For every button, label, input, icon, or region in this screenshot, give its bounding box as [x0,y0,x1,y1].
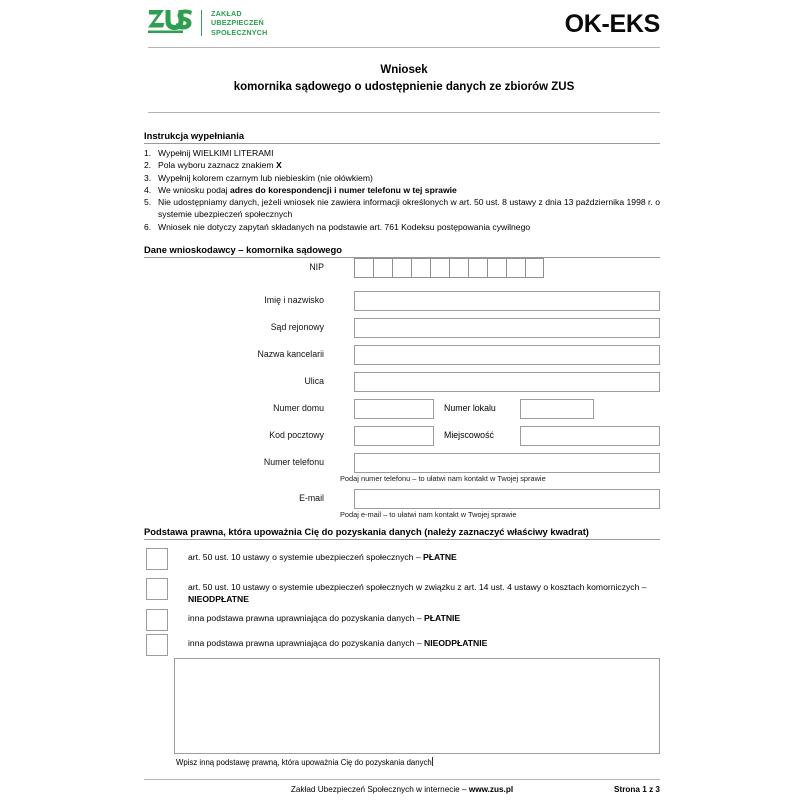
nip-cell[interactable] [411,258,430,278]
label-office: Nazwa kancelarii [257,349,324,359]
logo-divider [201,10,202,36]
name-input[interactable] [354,291,660,311]
title-line-1: Wniosek [380,64,428,76]
logo-text-line-3: SPOŁECZNYCH [211,27,268,37]
legal-option-label: inna podstawa prawna uprawniająca do pozyskania danych – NIEODPŁATNIE [188,638,488,648]
label-nip: NIP [309,262,324,272]
nip-cell[interactable] [525,258,544,278]
footer-divider [144,779,660,780]
instruction-text: Wypełnij WIELKIMI LITERAMI [158,148,274,158]
text-caret [432,757,433,766]
legal-option-checkbox[interactable] [146,634,168,656]
instructions-list [144,147,660,233]
house-no-input[interactable] [354,399,434,419]
nip-cell[interactable] [468,258,487,278]
legal-option-label: art. 50 ust. 10 ustawy o systemie ubezpieczeń społecznych w związku z art. 14 ust. 4 ustawy o kosztach komorniczych – NIEODPŁATNE [188,582,647,604]
document-title [148,62,660,96]
phone-input[interactable] [354,453,660,473]
label-postcode: Kod pocztowy [269,430,324,440]
street-input[interactable] [354,372,660,392]
label-court: Sąd rejonowy [270,322,324,332]
zus-logo-icon [148,8,194,38]
nip-input[interactable] [354,258,544,278]
field-row-office [144,345,660,365]
nip-cell[interactable] [487,258,506,278]
title-divider [148,112,660,113]
instruction-item [144,221,660,233]
label-house-no: Numer domu [273,403,324,413]
postcode-input[interactable] [354,426,434,446]
field-row-name [144,291,660,311]
other-basis-caption [176,757,660,768]
title-line-2: komornika sądowego o udostępnienie danych ze zbiorów ZUS [233,81,575,93]
court-input[interactable] [354,318,660,338]
instruction-number: 1. [144,148,152,158]
instruction-item [144,159,660,171]
instruction-item [144,196,660,220]
field-row-nip [144,258,660,278]
nip-cell[interactable] [373,258,392,278]
instruction-number: 5. [144,197,152,208]
header-divider [148,47,660,48]
field-row-street [144,372,660,392]
nip-cell[interactable] [430,258,449,278]
document-page [130,0,672,800]
zus-logo [148,8,268,38]
section-heading-applicant: Dane wnioskodawcy – komornika sądowego [144,244,660,258]
other-basis-caption-text: Wpisz inną podstawę prawną, która upoważnia Cię do pozyskania danych [176,758,432,767]
instruction-text: Nie udostępniamy danych, jeżeli wniosek nie zawiera informacji określonych w art. 50 ust. 8 ustawy z dnia 13 października 1998 r. o systemie ubezpieczeń społecznych [158,197,660,220]
instruction-item [144,172,660,184]
document-code: OK-EKS [564,10,660,38]
nip-cell[interactable] [449,258,468,278]
page-indicator: Strona 1 z 3 [614,785,660,794]
logo-text-line-1: ZAKŁAD [211,8,242,18]
instruction-text: Pola wyboru zaznacz znakiem X [158,160,282,171]
label-street: Ulica [304,376,324,386]
label-flat-no: Numer lokalu [444,403,496,413]
label-city: Miejscowość [444,430,494,440]
page-header [148,8,660,46]
nip-cell[interactable] [506,258,525,278]
email-input[interactable] [354,489,660,509]
nip-cell[interactable] [354,258,373,278]
legal-option-checkbox[interactable] [146,609,168,631]
label-email: E-mail [299,493,324,503]
legal-option-checkbox[interactable] [146,578,168,600]
city-input[interactable] [520,426,660,446]
instruction-item [144,184,660,196]
field-row-court [144,318,660,338]
footer-website [144,784,660,796]
instruction-number: 2. [144,160,152,171]
hint-email: Podaj e-mail – to ułatwi nam kontakt w Twojej sprawie [340,510,517,519]
zus-logo-text [211,9,268,37]
instruction-number: 6. [144,221,152,232]
hint-phone: Podaj numer telefonu – to ułatwi nam kontakt w Twojej sprawie [340,474,546,483]
instruction-number: 3. [144,172,152,183]
footer-website-prefix: Zakład Ubezpieczeń Społecznych w internecie – [290,785,469,794]
instruction-number: 4. [144,184,152,195]
instruction-text: Wniosek nie dotyczy zapytań składanych na podstawie art. 761 Kodeksu postępowania cywilnego [158,221,531,232]
logo-text-line-2: UBEZPIECZEŃ [211,18,264,28]
legal-option-label: inna podstawa prawna uprawniająca do pozyskania danych – PŁATNIE [188,613,461,623]
flat-no-input[interactable] [520,399,594,419]
instruction-text: We wniosku podaj adres do korespondencji i numer telefonu w tej sprawie [158,184,457,195]
field-row-house-flat [144,399,660,419]
nip-cell[interactable] [392,258,411,278]
section-heading-instructions: Instrukcja wypełniania [144,130,660,144]
field-row-email [144,489,660,509]
other-basis-textarea[interactable] [174,658,660,754]
label-phone: Numer telefonu [263,457,324,467]
field-row-postcode-city [144,426,660,446]
label-name: Imię i nazwisko [264,295,324,305]
page-footer [144,784,660,798]
instruction-text: Wypełnij kolorem czarnym lub niebieskim (nie ołówkiem) [158,172,373,183]
legal-option-label: art. 50 ust. 10 ustawy o systemie ubezpieczeń społecznych – PŁATNE [188,552,457,562]
instruction-item [144,147,660,159]
section-heading-legal-basis: Podstawa prawna, która upoważnia Cię do pozyskania danych (należy zaznaczyć właściwy kwadrat) [144,526,660,540]
field-row-phone [144,453,660,473]
legal-option-checkbox[interactable] [146,548,168,570]
office-input[interactable] [354,345,660,365]
footer-website-url: www.zus.pl [468,785,514,794]
